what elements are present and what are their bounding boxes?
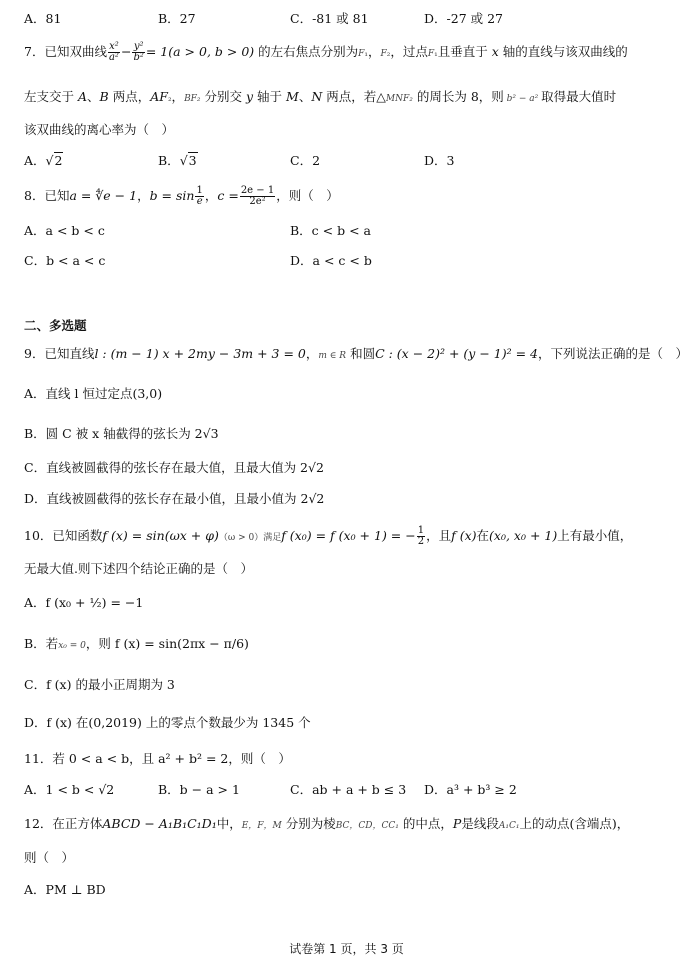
q7-line3: 该双曲线的离心率为（ ） <box>24 122 175 137</box>
q8-b: b = sin <box>149 188 195 203</box>
q10-option-c: C．f (x) 的最小正周期为 3 <box>24 677 175 692</box>
q10-eq: f (x₀) = f (x₀ + 1) = − <box>281 528 416 543</box>
q6-option-c: C．-81 或 81 <box>290 11 369 26</box>
q7-option-b: B．√3 <box>158 153 197 168</box>
q10-cond: （ω > 0）满足 <box>218 533 282 543</box>
q7-text3: 且垂直于 <box>437 44 488 59</box>
q10-option-b-mid: x₀ = 0 <box>58 641 86 651</box>
section-title: 二、多选题 <box>24 318 87 333</box>
q7-line2e: 两点，若△ <box>326 89 386 104</box>
q9-stem-a: 9．已知直线 <box>24 346 95 361</box>
q10-option-b-post: ，则 f (x) = sin(2πx − π/6) <box>85 636 249 651</box>
q9-option-a: A．直线 l 恒过定点(3,0) <box>24 386 163 401</box>
q12-edges: BC，CD，CC₁ <box>335 821 399 831</box>
q9-circle-eq: C : (x − 2)² + (y − 1)² = 4 <box>375 346 538 361</box>
q7-option-a-label: A． <box>24 153 46 168</box>
q7-line2: 左支交于 A、B 两点，AF₂，BF₂ 分别交 y 轴于 M、N 两点，若△MNF₂ 的周长为 8，则 b² − a² 取得最大值时 <box>24 89 617 104</box>
q7-line2c: 分别交 <box>204 89 243 104</box>
q10-interval: (x₀, x₀ + 1) <box>489 528 558 543</box>
q12-stem-b: 中， <box>216 816 242 831</box>
q12-stem <box>24 815 629 835</box>
q11-option-b: B．b − a > 1 <box>158 782 240 797</box>
q10-option-b <box>24 635 249 655</box>
q12-efm: E，F，M <box>241 821 282 831</box>
q8-option-d: D．a < c < b <box>290 253 372 268</box>
q9-stem-c: 和圆 <box>346 346 376 361</box>
q10-stem: 10．已知函数f (x) = sin(ωx + φ)（ω > 0）满足f (x₀) = f (x₀ + 1) = − $\frac{1}{2}$ ，且f (x)在(x₀, x₀ + 1)上有最小值， <box>24 525 633 547</box>
q10-stem-d: 上有最小值， <box>557 528 633 543</box>
q11-option-a: A．1 < b < √2 <box>24 782 115 797</box>
q8-option-a: A．a < b < c <box>24 223 105 238</box>
q10-stem-a: 10．已知函数 <box>24 528 103 543</box>
q7-line2a: 左支交于 <box>24 89 75 104</box>
q8-stem: 8．已知a = ∜e − 1，b = sin $\frac{1}{e}$ ，c = $\frac{2e - 1}{\text{2e²}}$ ，则（ ） <box>24 185 339 207</box>
q12-line2: 则（ ） <box>24 850 75 865</box>
q6-option-b: B．27 <box>158 11 196 26</box>
q12-option-a: A．PM ⊥ BD <box>24 882 106 897</box>
q9-line-eq: l : (m − 1) x + 2my − 3m + 3 = 0 <box>94 346 306 361</box>
q7-option-d: D．3 <box>424 153 455 168</box>
q10-line2: 无最大值.则下述四个结论正确的是（ ） <box>24 561 253 576</box>
q9-option-c: C．直线被圆截得的弦长存在最大值，且最大值为 2√2 <box>24 460 324 475</box>
q12-stem-c: 分别为棱 <box>285 816 336 831</box>
q6-option-d: D．-27 或 27 <box>424 11 504 26</box>
q7-option-b-label: B． <box>158 153 180 168</box>
q7-text4: 轴的直线与该双曲线的 <box>502 44 628 59</box>
q9-stem-d: ，下列说法正确的是（ ） <box>537 346 688 361</box>
q8-option-b: B．c < b < a <box>290 223 371 238</box>
q7-option-a: A．√2 <box>24 153 63 168</box>
q7-option-c: C．2 <box>290 153 321 168</box>
q8-tail: ，则（ ） <box>276 188 339 203</box>
q7-text2: ，过点 <box>390 44 428 59</box>
q7-line2d: 轴于 <box>257 89 283 104</box>
q8-a: a = ∜e − 1 <box>69 188 138 203</box>
q10-stem-b: ，且 <box>426 528 452 543</box>
q7-number: 7．已知双曲线 <box>24 44 107 59</box>
q8-frac-c: $\frac{2e - 1}{\text{2e²}}$ <box>240 185 275 207</box>
q12-stem-d: 的中点， <box>402 816 453 831</box>
q12-seg: A₁C₁ <box>498 821 520 831</box>
q7-line1: 7．已知双曲线 $\frac{\text{x²}}{\text{a²}}$ − $\frac{\text{y²}}{\text{b²}}$ = 1(a > 0, b > 0) 的左右焦点分别为F₁，F₂，过点F₁且垂直于 x 轴的直线与该双曲线的 <box>24 41 628 63</box>
q7-formula: = 1(a > 0, b > 0) <box>145 44 255 59</box>
q9-stem <box>24 345 688 365</box>
page-footer: 试卷第 1 页，共 3 页 <box>289 942 404 956</box>
q12-stem-e: 是线段 <box>461 816 499 831</box>
q9-m-in-r: m ∈ R <box>318 351 347 361</box>
q12-stem-a: 12．在正方体 <box>24 816 103 831</box>
q11-option-d: D．a³ + b³ ≥ 2 <box>424 782 517 797</box>
q9-stem-b: ， <box>305 346 319 361</box>
q7-line2b: 两点， <box>112 89 151 104</box>
q10-option-a: A．f (x₀ + ½) = −1 <box>24 595 144 610</box>
q10-option-b-pre: B．若 <box>24 636 59 651</box>
q10-stem-c: 在 <box>476 528 490 543</box>
q11-stem: 11．若 0 < a < b，且 a² + b² = 2，则（ ） <box>24 751 291 766</box>
q7-frac-y: $\frac{\text{y²}}{\text{b²}}$ <box>133 41 144 63</box>
q10-frac-half: $\frac{1}{2}$ <box>417 525 425 547</box>
q10-option-d: D．f (x) 在(0,2019) 上的零点个数最少为 1345 个 <box>24 715 311 730</box>
q10-func: f (x) = sin(ωx + φ) <box>102 528 219 543</box>
q12-p: P <box>452 816 462 831</box>
q8-number: 8．已知 <box>24 188 70 203</box>
q8-option-c: C．b < a < c <box>24 253 106 268</box>
q12-stem-f: 上的动点(含端点)， <box>519 816 630 831</box>
q11-option-c: C．ab + a + b ≤ 3 <box>290 782 407 797</box>
q6-option-a: A．81 <box>24 11 62 26</box>
q12-cube: ABCD − A₁B₁C₁D₁ <box>102 816 217 831</box>
q7-text1: 的左右焦点分别为 <box>258 44 359 59</box>
q9-option-b: B．圆 C 被 x 轴截得的弦长为 2√3 <box>24 426 219 441</box>
q8-frac-b: $\frac{1}{e}$ <box>196 185 203 207</box>
q9-option-d: D．直线被圆截得的弦长存在最小值，且最小值为 2√2 <box>24 491 325 506</box>
q8-c: c = <box>217 188 239 203</box>
q7-frac-x: $\frac{\text{x²}}{\text{a²}}$ <box>108 41 119 63</box>
q7-line2g: 取得最大值时 <box>541 89 617 104</box>
q7-line2f: 的周长为 8，则 <box>416 89 504 104</box>
